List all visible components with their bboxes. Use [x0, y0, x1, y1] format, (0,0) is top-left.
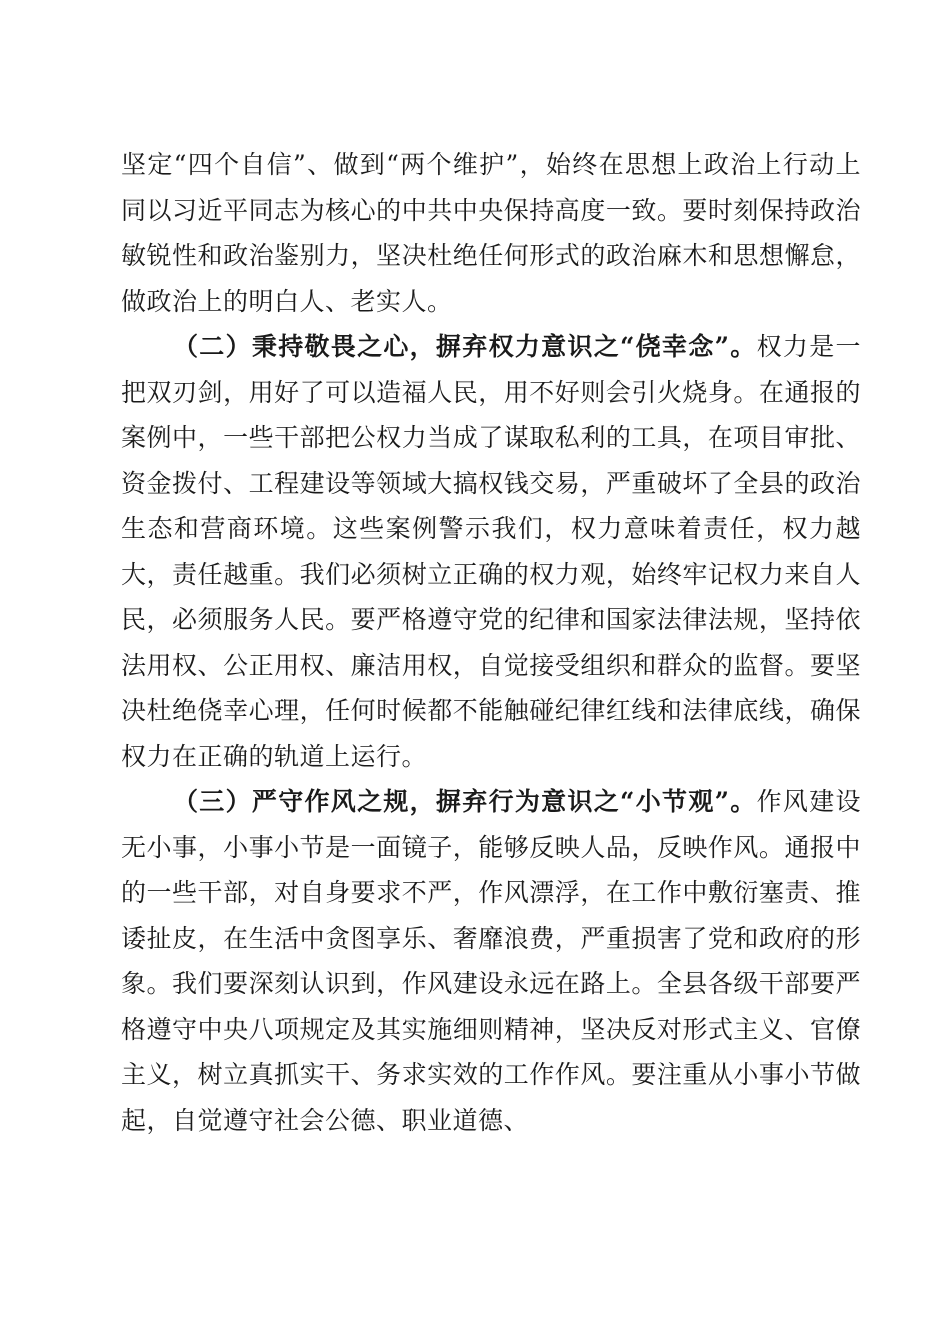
paragraph-body: 作风建设无小事，小事小节是一面镜子，能够反映人品，反映作风。通报中的一些干部，对自身要求不严，作风漂浮，在工作中敷衍塞责、推诿扯皮，在生活中贪图享乐、奢靡浪费，严重损害了党和政府的形象。我们要深刻认识到，作风建设永远在路上。全县各级干部要严格遵守中央八项规定及其实施细则精神，坚决反对形式主义、官僚主义，树立真抓实干、务求实效的工作作风。要注重从小事小节做起，自觉遵守社会公德、职业道德、: [121, 787, 861, 1135]
document-body: [121, 142, 861, 1143]
paragraph-body: 权力是一把双刃剑，用好了可以造福人民，用不好则会引火烧身。在通报的案例中，一些干部把公权力当成了谋取私利的工具，在项目审批、资金拨付、工程建设等领域大搞权钱交易，严重破坏了全县的政治生态和营商环境。这些案例警示我们，权力意味着责任，权力越大，责任越重。我们必须树立正确的权力观，始终牢记权力来自人民，必须服务人民。要严格遵守党的纪律和国家法律法规，坚持依法用权、公正用权、廉洁用权，自觉接受组织和群众的监督。要坚决杜绝侥幸心理，任何时候都不能触碰纪律红线和法律底线，确保权力在正确的轨道上运行。: [121, 332, 861, 771]
section-heading-2: （二）秉持敬畏之心，摒弃权力意识之“侥幸念”。: [173, 332, 757, 361]
paragraph-work-style: [121, 779, 861, 1143]
paragraph-body: 坚定“四个自信”、做到“两个维护”，始终在思想上政治上行动上同以习近平同志为核心的中共中央保持高度一致。要时刻保持政治敏锐性和政治鉴别力，坚决杜绝任何形式的政治麻木和思想懈怠，做政治上的明白人、老实人。: [121, 150, 861, 316]
section-heading-3: （三）严守作风之规，摒弃行为意识之“小节观”。: [173, 787, 757, 816]
paragraph-power-awareness: [121, 324, 861, 779]
paragraph-political-loyalty: [121, 142, 861, 324]
